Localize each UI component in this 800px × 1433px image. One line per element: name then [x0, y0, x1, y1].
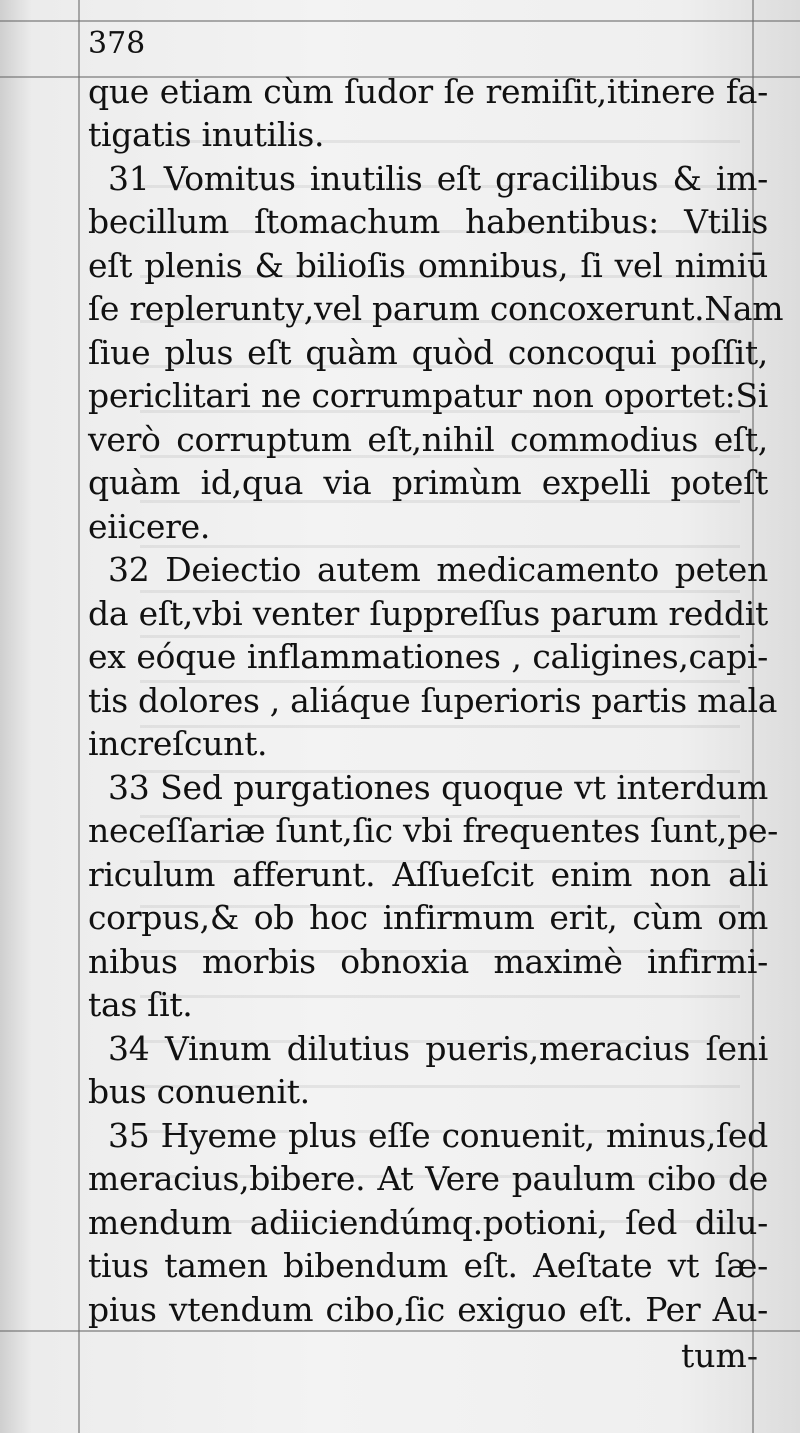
text-line: 35 Hyeme plus eſſe conuenit, minus,ſed: [108, 1115, 768, 1155]
ruled-line-top: [0, 20, 800, 22]
text-line: 34 Vinum dilutius pueris,meracius ſeni: [108, 1028, 768, 1068]
text-line: neceſſariæ ſunt,ſic vbi frequentes ſunt,pe-: [88, 811, 779, 850]
text-line: tas ſit.: [88, 985, 193, 1024]
text-line: que etiam cùm ſudor ſe remiſit,itinere fa-: [88, 71, 768, 111]
text-line: verò corruptum eſt,nihil commodius eſt,: [88, 419, 768, 459]
text-line: tius tamen bibendum eſt. Aeſtate vt ſæ-: [88, 1246, 768, 1285]
text-line: quàm id,qua via primùm expelli poteſt: [88, 463, 768, 502]
text-line: eſt plenis & bilioſis omnibus, ſi vel nimiū: [88, 245, 768, 285]
text-line: ſiue plus eſt quàm quòd concoqui poſſit,: [88, 332, 768, 372]
text-line: riculum afferunt. Aſſueſcit enim non ali: [88, 854, 768, 894]
text-line: eiicere.: [88, 506, 211, 546]
text-line: ſe repleruntу,vel parum concoxerunt.Nam: [88, 289, 784, 328]
text-line: meracius,bibere. At Vere paulum cibo de: [88, 1159, 768, 1198]
catchword: tum-: [681, 1336, 758, 1375]
text-line: tis dolores , aliáque ſuperioris partis mala: [88, 680, 778, 720]
text-line: 32 Deiectio autem medicamento peten: [108, 550, 768, 589]
text-line: periclitari ne corrumpatur non oportet:Si: [88, 376, 768, 415]
ruled-line-left: [78, 0, 80, 1433]
text-line: ex eóque inflammationes , caligines,capi-: [88, 637, 768, 676]
body-text: [88, 26, 784, 1331]
text-line: bus conuenit.: [88, 1072, 310, 1111]
text-line: da eſt,vbi venter ſuppreſſus parum reddit: [88, 593, 768, 633]
text-line: nibus morbis obnoxia maximè infirmi-: [88, 941, 768, 981]
text-line: tigatis inutilis.: [88, 115, 325, 154]
text-line: becillum ſtomachum habentibus: Vtilis: [88, 202, 768, 241]
text-line: mendum adiiciendúmq.potioni, ſed dilu-: [88, 1202, 768, 1242]
page-number: 378: [88, 26, 146, 61]
text-line: corpus,& ob hoc infirmum erit, cùm om: [88, 898, 768, 937]
text-line: 33 Sed purgationes quoque vt interdum: [108, 767, 768, 807]
text-line: pius vtendum cibo,ſic exiguo eſt. Per Au-: [88, 1289, 768, 1329]
text-line: 31 Vomitus inutilis eſt gracilibus & im-: [108, 158, 768, 198]
text-line: increſcunt.: [88, 724, 268, 763]
